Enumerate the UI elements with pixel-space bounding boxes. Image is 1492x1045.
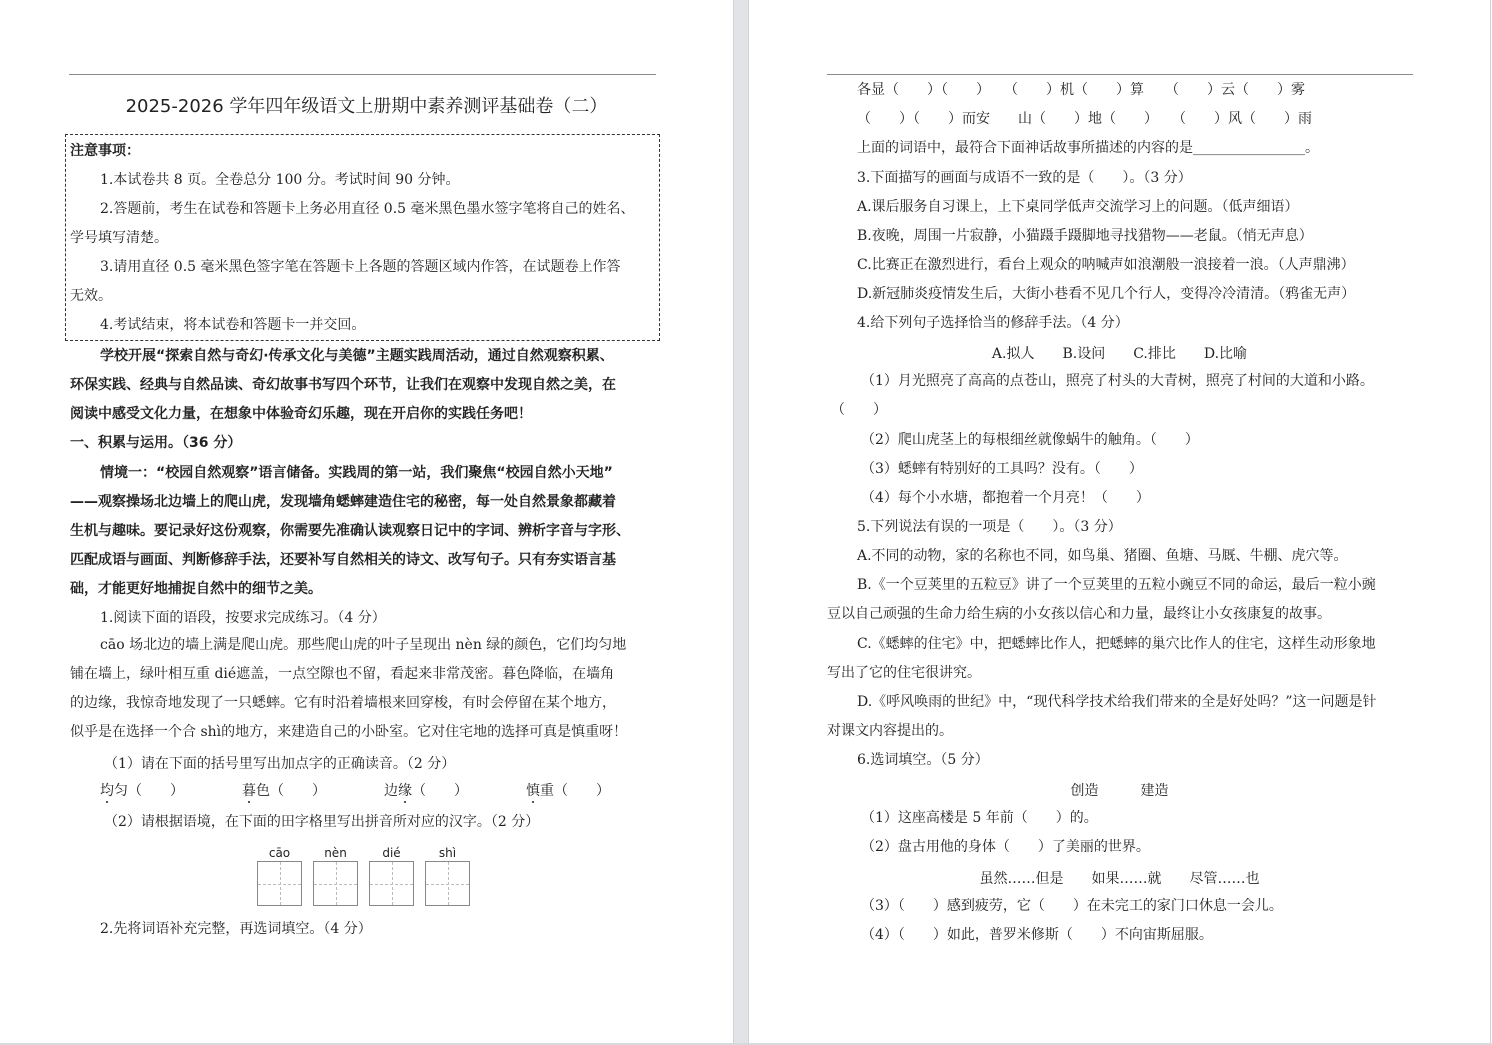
dotted-word-1 — [100, 782, 184, 800]
q4-item: （3）蟋蟀有特别好的工具吗？没有。（ ） — [861, 461, 1143, 477]
scenario-text: 生机与趣味。要记录好这份观察，你需要先准确认读观察日记中的字词、辨析字音与字形、 — [70, 523, 630, 539]
scenario-text: 础，才能更好地捕捉自然中的细节之美。 — [70, 581, 322, 597]
q5-line: 写出了它的住宅很讲究。 — [827, 665, 981, 681]
intro-text: 阅读中感受文化力量，在想象中体验奇幻乐趣，现在开启你的实践任务吧！ — [70, 406, 532, 422]
intro-text: 环保实践、经典与自然品读、奇幻故事书写四个环节，让我们在观察中发现自然之美，在 — [70, 377, 616, 393]
q4-choices: A.拟人 B.设问 C.排比 D.比喻 — [991, 346, 1248, 362]
notice-heading: 注意事项： — [70, 143, 140, 159]
notice-item: 3.请用直径 0.5 毫米黑色签字笔在答题卡上各题的答题区域内作答，在试题卷上作答 — [100, 259, 621, 275]
page-left — [0, 0, 733, 1043]
dotted-char: 暮 — [242, 783, 256, 799]
dotted-char: 均 — [100, 783, 114, 799]
q6-word-bank-2: 虽然……但是 如果……就 尽管……也 — [979, 871, 1260, 887]
q3-option: B.夜晚，周围一片寂静，小猫蹑手蹑脚地寻找猎物——老鼠。（悄无声息） — [857, 228, 1313, 244]
q5-line: 豆以自己顽强的生命力给生病的小女孩以信心和力量，最终让小女孩康复的故事。 — [827, 606, 1331, 622]
q6-item: （2）盘古用他的身体（ ）了美丽的世界。 — [861, 839, 1150, 855]
q5-line: A.不同的动物，家的名称也不同，如鸟巢、猪圈、鱼塘、马厩、牛棚、虎穴等。 — [857, 548, 1348, 564]
tian-cell — [368, 845, 415, 906]
q4-item: （1）月光照亮了高高的点苍山，照亮了村头的大青树，照亮了村间的大道和小路。 — [861, 373, 1374, 389]
dotted-char: 慎 — [526, 783, 540, 799]
page-gutter — [733, 0, 749, 1043]
q4-item: （2）爬山虎茎上的每根细丝就像蜗牛的触角。（ ） — [861, 432, 1199, 448]
q3-prompt: 3.下面描写的画面与成语不一致的是（ ）。（3 分） — [857, 170, 1192, 186]
q1-prompt: 1.阅读下面的语段，按要求完成练习。（4 分） — [100, 610, 386, 626]
section-heading: 一、积累与运用。（36 分） — [70, 435, 242, 451]
page-title: 2025-2026 学年四年级语文上册期中素养测评基础卷（二） — [125, 96, 608, 117]
q2-row2: （ ）（ ）而安 山（ ）地（ ） （ ）风（ ）雨 — [857, 111, 1312, 127]
q5-line: 对课文内容提出的。 — [827, 723, 953, 739]
q3-option: A.课后服务自习课上，上下桌同学低声交流学习上的问题。（低声细语） — [857, 199, 1299, 215]
q4-item: （4）每个小水塘，都抱着一个月亮！（ ） — [861, 490, 1150, 506]
notice-item: 无效。 — [70, 288, 112, 304]
q5-line: D.《呼风唤雨的世纪》中，“现代科学技术给我们带来的全是好处吗？”这一问题是针 — [857, 694, 1377, 710]
q6-item: （4）（ ）如此，普罗米修斯（ ）不向宙斯屈服。 — [861, 927, 1213, 943]
q6-word-bank-1: 创造 建造 — [1070, 783, 1169, 799]
dotted-word-3 — [384, 782, 468, 800]
notice-item: 学号填写清楚。 — [70, 230, 168, 246]
notice-item: 4.考试结束，将本试卷和答题卡一并交回。 — [100, 317, 366, 333]
notice-item: 2.答题前，考生在试卷和答题卡上务必用直径 0.5 毫米黑色墨水签字笔将自己的姓名、 — [100, 201, 635, 217]
q6-item: （1）这座高楼是 5 年前（ ）的。 — [861, 810, 1098, 826]
tian-cell — [256, 845, 303, 906]
tian-box[interactable] — [425, 861, 470, 906]
q1-passage: 的边缘，我惊奇地发现了一只蟋蟀。它有时沿着墙根来回穿梭，有时会停留在某个地方， — [70, 695, 616, 711]
q3-option: C.比赛正在激烈进行，看台上观众的呐喊声如浪潮般一浪接着一浪。（人声鼎沸） — [857, 257, 1355, 273]
header-rule — [827, 74, 1413, 75]
pinyin-label: dié — [382, 846, 401, 860]
q1-passage: 铺在墙上，绿叶相互重 dié遮盖，一点空隙也不留，看起来非常茂密。暮色降临，在墙角 — [70, 666, 615, 682]
plain-char: 边 — [384, 783, 398, 799]
q6-item: （3）（ ）感到疲劳，它（ ）在未完工的家门口休息一会儿。 — [861, 898, 1283, 914]
q6-prompt: 6.选词填空。（5 分） — [857, 752, 989, 768]
page-right — [749, 0, 1491, 1043]
q4-answer-paren[interactable]: （ ） — [831, 402, 887, 418]
tian-box[interactable] — [313, 861, 358, 906]
q2-row1: 各显（ ）（ ） （ ）机（ ）算 （ ）云（ ）雾 — [857, 82, 1305, 98]
q5-line: B.《一个豆荚里的五粒豆》讲了一个豆荚里的五粒小豌豆不同的命运，最后一粒小豌 — [857, 577, 1376, 593]
pinyin-label: cāo — [268, 846, 291, 860]
notice-item: 1.本试卷共 8 页。全卷总分 100 分。考试时间 90 分钟。 — [100, 172, 460, 188]
tian-box[interactable] — [369, 861, 414, 906]
q1-passage: cāo 场北边的墙上满是爬山虎。那些爬山虎的叶子呈现出 nèn 绿的颜色，它们均匀地 — [100, 637, 627, 653]
q1-sub2: （2）请根据语境，在下面的田字格里写出拼音所对应的汉字。（2 分） — [104, 814, 540, 830]
q2-prompt: 2.先将词语补充完整，再选词填空。（4 分） — [100, 921, 372, 937]
answer-paren[interactable]: 重（ ） — [540, 783, 610, 799]
intro-text: 学校开展“探索自然与奇幻·传承文化与美德”主题实践周活动，通过自然观察积累、 — [100, 348, 614, 364]
scenario-text: ——观察操场北边墙上的爬山虎，发现墙角蟋蟀建造住宅的秘密，每一处自然景象都藏着 — [70, 494, 616, 510]
tian-grid-row — [256, 845, 471, 906]
tian-cell — [312, 845, 359, 906]
scenario-text: 匹配成语与画面、判断修辞手法，还要补写自然相关的诗文、改写句子。只有夯实语言基 — [70, 552, 616, 568]
answer-paren[interactable]: （ ） — [412, 783, 468, 799]
q5-line: C.《蟋蟀的住宅》中，把蟋蟀比作人，把蟋蟀的巢穴比作人的住宅，这样生动形象地 — [857, 636, 1376, 652]
q5-prompt: 5.下列说法有误的一项是（ ）。（3 分） — [857, 519, 1122, 535]
tian-cell — [424, 845, 471, 906]
q4-prompt: 4.给下列句子选择恰当的修辞手法。（4 分） — [857, 315, 1129, 331]
dotted-word-4 — [526, 782, 610, 800]
answer-paren[interactable]: 匀（ ） — [114, 783, 184, 799]
header-rule — [69, 74, 656, 75]
scenario-text: 情境一：“校园自然观察”语言储备。实践周的第一站，我们聚焦“校园自然小天地” — [100, 465, 613, 481]
q2-question: 上面的词语中，最符合下面神话故事所描述的内容的是________________。 — [857, 140, 1319, 156]
pinyin-label: nèn — [324, 846, 347, 860]
q1-sub1: （1）请在下面的括号里写出加点字的正确读音。（2 分） — [104, 756, 456, 772]
answer-paren[interactable]: 色（ ） — [256, 783, 326, 799]
dotted-word-2 — [242, 782, 326, 800]
q3-option: D.新冠肺炎疫情发生后，大街小巷看不见几个行人，变得冷冷清清。（鸦雀无声） — [857, 286, 1356, 302]
tian-box[interactable] — [257, 861, 302, 906]
pinyin-label: shì — [438, 846, 457, 860]
q1-passage: 似乎是在选择一个合 shì的地方，来建造自己的小卧室。它对住宅地的选择可真是慎重呀！ — [70, 724, 628, 740]
dotted-char: 缘 — [398, 783, 412, 799]
